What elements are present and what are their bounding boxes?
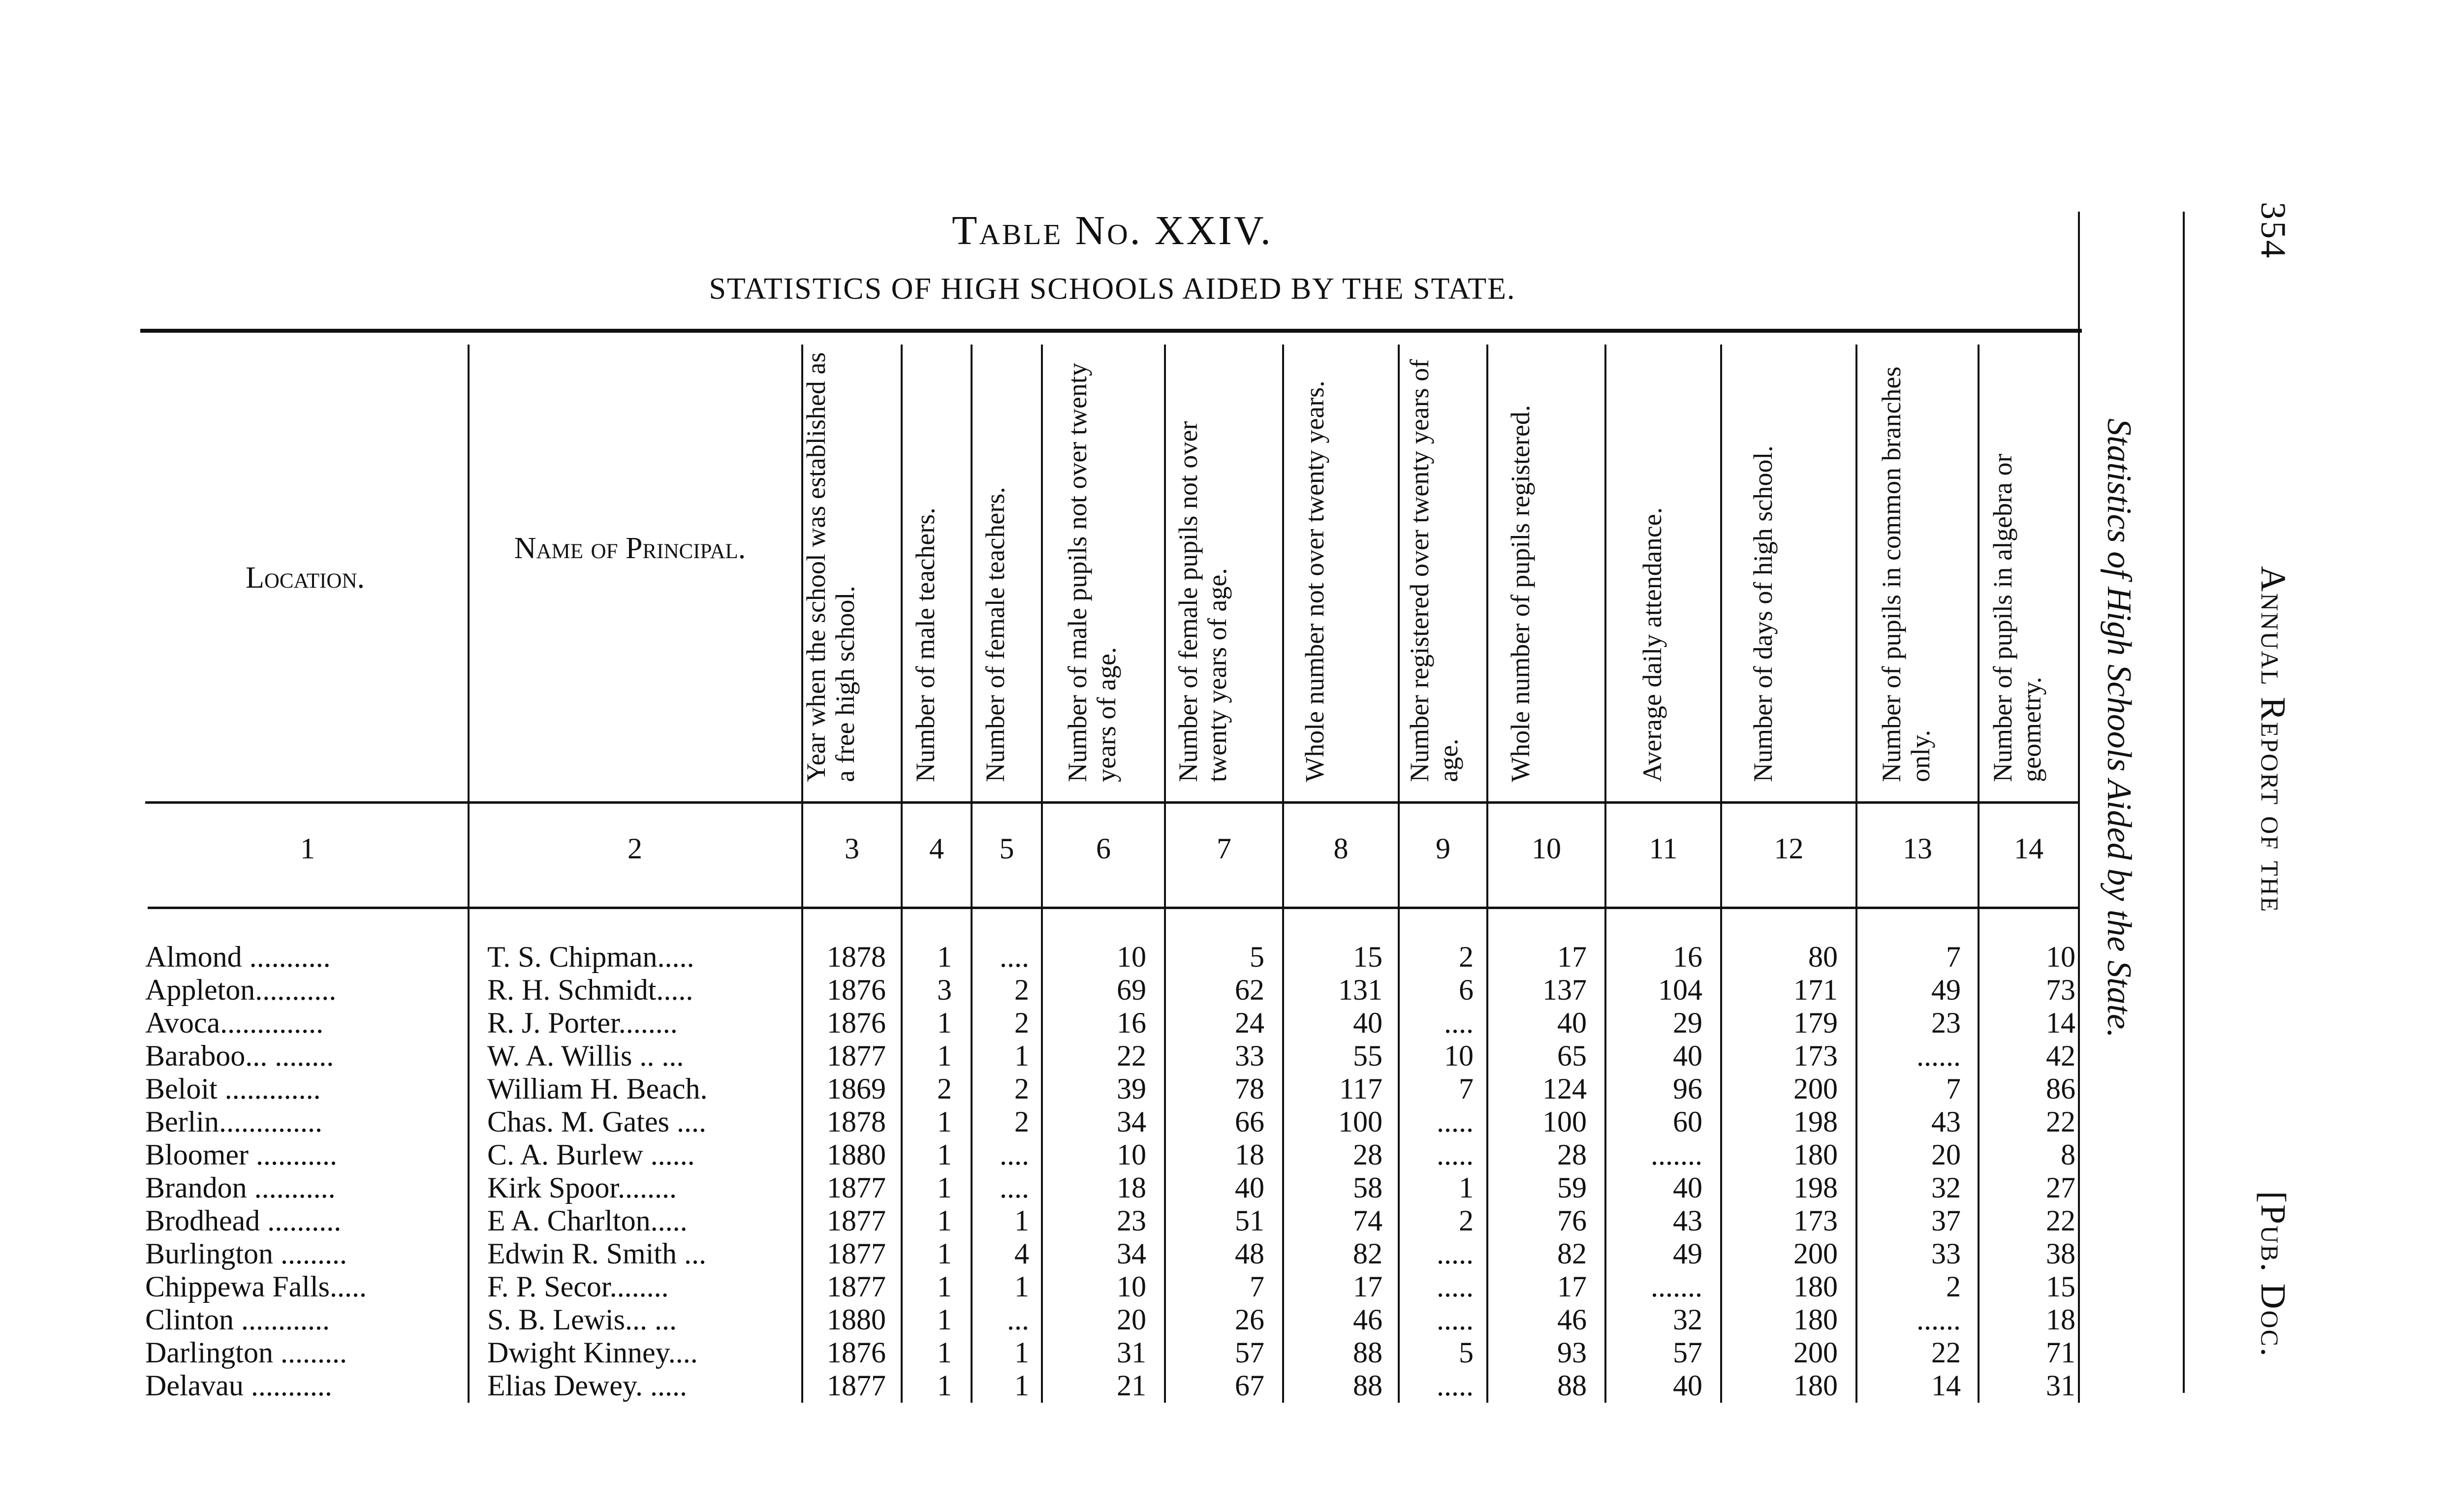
algebra-cell: 10 <box>2046 941 2075 973</box>
common-branches-cell: 2 <box>1946 1270 1961 1303</box>
days-cell: 179 <box>1793 1007 1838 1039</box>
female-pupils-cell: 33 <box>1235 1040 1264 1072</box>
principal-cell: Elias Dewey. ..... <box>487 1369 687 1402</box>
location-cell: Berlin.............. <box>145 1105 322 1138</box>
whole-registered-cell: 82 <box>1557 1237 1587 1270</box>
running-head-right: [Pub. Doc. <box>2254 1191 2293 1358</box>
common-branches-cell: 33 <box>1931 1237 1961 1270</box>
male-pupils-cell: 10 <box>1117 941 1146 973</box>
whole-registered-cell: 88 <box>1557 1369 1587 1402</box>
algebra-cell: 86 <box>2046 1072 2075 1105</box>
common-branches-cell: 22 <box>1931 1336 1961 1369</box>
whole-under-twenty-cell: 58 <box>1353 1171 1383 1204</box>
female-pupils-cell: 57 <box>1235 1336 1264 1369</box>
header-whole-registered: Whole number of pupils registered. <box>1506 405 1535 782</box>
male-pupils-cell: 23 <box>1117 1204 1146 1237</box>
over-twenty-cell: 2 <box>1459 1204 1474 1237</box>
column-number: 6 <box>1096 832 1111 865</box>
days-cell: 180 <box>1793 1303 1838 1336</box>
whole-registered-cell: 46 <box>1557 1303 1587 1336</box>
colnum-bottom-rule <box>148 907 2079 909</box>
column-number: 9 <box>1436 832 1450 865</box>
algebra-cell: 73 <box>2046 974 2075 1006</box>
over-twenty-cell: ..... <box>1437 1270 1474 1303</box>
location-cell: Brandon ........... <box>145 1171 336 1204</box>
table-subtitle: STATISTICS OF HIGH SCHOOLS AIDED BY THE STATE. <box>709 272 1516 306</box>
common-branches-cell: 43 <box>1931 1105 1961 1138</box>
common-branches-cell: 32 <box>1931 1171 1961 1204</box>
whole-registered-cell: 76 <box>1557 1204 1587 1237</box>
female-pupils-cell: 62 <box>1235 974 1264 1006</box>
header-whole-under-twenty: Whole number not over twenty years. <box>1300 380 1329 782</box>
table-row <box>0 1072 2116 1105</box>
common-branches-cell: 49 <box>1931 974 1961 1006</box>
principal-cell: W. A. Willis .. ... <box>487 1040 684 1072</box>
attendance-cell: 60 <box>1673 1105 1702 1138</box>
days-cell: 180 <box>1793 1369 1838 1402</box>
margin-rule <box>2183 212 2185 1393</box>
attendance-cell: 40 <box>1673 1369 1702 1402</box>
location-cell: Appleton........... <box>145 974 337 1006</box>
over-twenty-cell: .... <box>1444 1007 1474 1039</box>
attendance-cell: 40 <box>1673 1040 1702 1072</box>
female-teachers-cell: .... <box>1000 1171 1029 1204</box>
male-pupils-cell: 10 <box>1117 1270 1146 1303</box>
male-teachers-cell: 1 <box>937 1336 952 1369</box>
year-cell: 1880 <box>827 1138 886 1171</box>
whole-under-twenty-cell: 117 <box>1339 1072 1383 1105</box>
table-title: Table No. XXIV. <box>952 208 1273 253</box>
attendance-cell: 49 <box>1673 1237 1702 1270</box>
over-twenty-cell: 5 <box>1459 1336 1474 1369</box>
over-twenty-cell: 6 <box>1459 974 1474 1006</box>
female-pupils-cell: 24 <box>1235 1007 1264 1039</box>
female-teachers-cell: 1 <box>1014 1336 1029 1369</box>
principal-cell: F. P. Secor........ <box>487 1270 669 1303</box>
female-pupils-cell: 18 <box>1235 1138 1264 1171</box>
whole-under-twenty-cell: 131 <box>1338 974 1383 1006</box>
location-cell: Baraboo... ........ <box>145 1040 334 1072</box>
attendance-cell: 96 <box>1673 1072 1702 1105</box>
over-twenty-cell: ..... <box>1437 1237 1474 1270</box>
whole-under-twenty-cell: 17 <box>1353 1270 1383 1303</box>
table-row <box>0 1006 2116 1039</box>
year-cell: 1877 <box>827 1040 886 1072</box>
attendance-cell: ....... <box>1651 1270 1702 1303</box>
principal-cell: E A. Charlton..... <box>487 1204 688 1237</box>
side-title: Statistics of High Schools Aided by the State. <box>2100 418 2138 1038</box>
table-row <box>0 1039 2116 1072</box>
table-row <box>0 1336 2116 1369</box>
principal-cell: Dwight Kinney.... <box>487 1336 698 1369</box>
days-cell: 173 <box>1793 1040 1838 1072</box>
female-teachers-cell: 2 <box>1014 974 1029 1006</box>
whole-under-twenty-cell: 46 <box>1353 1303 1383 1336</box>
common-branches-cell: 23 <box>1931 1007 1961 1039</box>
female-teachers-cell: 1 <box>1014 1040 1029 1072</box>
algebra-cell: 42 <box>2046 1040 2075 1072</box>
male-pupils-cell: 16 <box>1117 1007 1146 1039</box>
page-number: 354 <box>2254 202 2293 259</box>
days-cell: 198 <box>1793 1105 1838 1138</box>
header-female-pupils: Number of female pupils not over twenty years of age. <box>1173 421 1232 782</box>
header-days-of-school: Number of days of high school. <box>1748 445 1778 782</box>
female-teachers-cell: 1 <box>1014 1204 1029 1237</box>
attendance-cell: 104 <box>1658 974 1702 1006</box>
year-cell: 1877 <box>827 1204 886 1237</box>
column-number: 7 <box>1217 832 1231 865</box>
female-teachers-cell: .... <box>1000 1138 1029 1171</box>
common-branches-cell: 37 <box>1931 1204 1961 1237</box>
header-average-attendance: Average daily attendance. <box>1637 507 1667 782</box>
location-cell: Avoca.............. <box>145 1007 324 1039</box>
male-teachers-cell: 1 <box>937 1204 952 1237</box>
female-pupils-cell: 7 <box>1250 1270 1264 1303</box>
attendance-cell: 43 <box>1673 1204 1702 1237</box>
algebra-cell: 38 <box>2046 1237 2075 1270</box>
male-teachers-cell: 1 <box>937 1270 952 1303</box>
algebra-cell: 27 <box>2046 1171 2075 1204</box>
male-pupils-cell: 31 <box>1117 1336 1146 1369</box>
year-cell: 1877 <box>827 1369 886 1402</box>
male-pupils-cell: 34 <box>1117 1105 1146 1138</box>
attendance-cell: 32 <box>1673 1303 1702 1336</box>
location-cell: Beloit ............. <box>145 1072 321 1105</box>
common-branches-cell: 14 <box>1931 1369 1961 1402</box>
year-cell: 1876 <box>827 974 886 1006</box>
attendance-cell: 16 <box>1673 941 1702 973</box>
attendance-cell: ....... <box>1651 1138 1702 1171</box>
common-branches-cell: 20 <box>1931 1138 1961 1171</box>
column-number: 12 <box>1774 832 1804 865</box>
year-cell: 1877 <box>827 1237 886 1270</box>
whole-registered-cell: 137 <box>1542 974 1587 1006</box>
male-pupils-cell: 22 <box>1117 1040 1146 1072</box>
table-row <box>0 1105 2116 1138</box>
female-teachers-cell: 2 <box>1014 1007 1029 1039</box>
male-teachers-cell: 1 <box>937 1237 952 1270</box>
female-pupils-cell: 5 <box>1250 941 1264 973</box>
common-branches-cell: ...... <box>1917 1303 1961 1336</box>
whole-registered-cell: 40 <box>1557 1007 1587 1039</box>
male-pupils-cell: 10 <box>1117 1138 1146 1171</box>
female-pupils-cell: 40 <box>1235 1171 1264 1204</box>
column-number: 2 <box>628 832 642 865</box>
male-teachers-cell: 1 <box>937 1007 952 1039</box>
column-number: 8 <box>1333 832 1349 865</box>
principal-cell: S. B. Lewis... ... <box>487 1303 677 1336</box>
common-branches-cell: 7 <box>1946 941 1961 973</box>
days-cell: 180 <box>1793 1138 1838 1171</box>
header-year-established: Year when the school was established as a free high school. <box>801 352 860 782</box>
male-teachers-cell: 1 <box>937 1040 952 1072</box>
location-cell: Burlington ......... <box>145 1237 347 1270</box>
over-twenty-cell: ..... <box>1437 1369 1474 1402</box>
whole-under-twenty-cell: 88 <box>1353 1369 1383 1402</box>
over-twenty-cell: ..... <box>1437 1303 1474 1336</box>
principal-cell: Chas. M. Gates .... <box>487 1105 706 1138</box>
column-number: 4 <box>929 832 944 865</box>
male-pupils-cell: 20 <box>1117 1303 1146 1336</box>
days-cell: 173 <box>1793 1204 1838 1237</box>
algebra-cell: 31 <box>2046 1369 2075 1402</box>
over-twenty-cell: 1 <box>1459 1171 1474 1204</box>
attendance-cell: 57 <box>1673 1336 1702 1369</box>
header-male-pupils: Number of male pupils not over twenty years of age. <box>1063 363 1122 782</box>
principal-cell: R. J. Porter........ <box>487 1007 678 1039</box>
location-cell: Bloomer ........... <box>145 1138 337 1171</box>
female-pupils-cell: 26 <box>1235 1303 1264 1336</box>
days-cell: 200 <box>1793 1072 1838 1105</box>
male-teachers-cell: 1 <box>937 1105 952 1138</box>
female-teachers-cell: 1 <box>1014 1270 1029 1303</box>
header-male-teachers: Number of male teachers. <box>911 507 940 782</box>
location-cell: Delavau ........... <box>145 1369 332 1402</box>
whole-under-twenty-cell: 15 <box>1353 941 1383 973</box>
header-location: Location. <box>245 561 365 595</box>
column-number: 11 <box>1649 832 1678 865</box>
whole-registered-cell: 124 <box>1542 1072 1587 1105</box>
over-twenty-cell: 2 <box>1459 941 1474 973</box>
header-principal: Name of Principal. <box>514 532 746 565</box>
male-pupils-cell: 69 <box>1117 974 1146 1006</box>
header-common-branches: Number of pupils in common branches only. <box>1877 366 1936 782</box>
female-teachers-cell: 4 <box>1014 1237 1029 1270</box>
whole-registered-cell: 100 <box>1542 1105 1587 1138</box>
whole-registered-cell: 28 <box>1557 1138 1587 1171</box>
location-cell: Brodhead .......... <box>145 1204 342 1237</box>
over-twenty-cell: 7 <box>1459 1072 1474 1105</box>
whole-registered-cell: 59 <box>1557 1171 1587 1204</box>
over-twenty-cell: 10 <box>1444 1040 1474 1072</box>
location-cell: Chippewa Falls..... <box>145 1270 367 1303</box>
whole-under-twenty-cell: 74 <box>1353 1204 1383 1237</box>
attendance-cell: 29 <box>1673 1007 1702 1039</box>
location-cell: Almond ........... <box>145 941 331 973</box>
algebra-cell: 22 <box>2046 1105 2075 1138</box>
female-pupils-cell: 51 <box>1235 1204 1264 1237</box>
female-pupils-cell: 78 <box>1235 1072 1264 1105</box>
male-pupils-cell: 39 <box>1117 1072 1146 1105</box>
algebra-cell: 18 <box>2046 1303 2075 1336</box>
header-algebra-geometry: Number of pupils in algebra or geometry. <box>1988 453 2047 782</box>
column-number: 3 <box>845 832 859 865</box>
female-teachers-cell: 2 <box>1014 1105 1029 1138</box>
year-cell: 1877 <box>827 1270 886 1303</box>
algebra-cell: 22 <box>2046 1204 2075 1237</box>
column-number: 5 <box>999 832 1014 865</box>
days-cell: 171 <box>1793 974 1838 1006</box>
year-cell: 1878 <box>827 1105 886 1138</box>
year-cell: 1878 <box>827 941 886 973</box>
female-teachers-cell: 2 <box>1014 1072 1029 1105</box>
table-row <box>0 1138 2116 1171</box>
column-number: 14 <box>2014 832 2043 865</box>
male-teachers-cell: 1 <box>937 941 952 973</box>
year-cell: 1876 <box>827 1336 886 1369</box>
table-row <box>0 940 2116 973</box>
male-teachers-cell: 1 <box>937 1138 952 1171</box>
days-cell: 200 <box>1793 1336 1838 1369</box>
female-teachers-cell: ... <box>1007 1303 1029 1336</box>
table-row <box>0 1270 2116 1303</box>
male-teachers-cell: 1 <box>937 1171 952 1204</box>
male-teachers-cell: 2 <box>937 1072 952 1105</box>
column-number: 13 <box>1903 832 1932 865</box>
days-cell: 200 <box>1793 1237 1838 1270</box>
male-pupils-cell: 21 <box>1117 1369 1146 1402</box>
column-number: 10 <box>1532 832 1561 865</box>
table-row <box>0 973 2116 1006</box>
header-registered-over-twenty: Number registered over twenty years of age. <box>1405 359 1464 782</box>
over-twenty-cell: ..... <box>1437 1105 1474 1138</box>
running-head: Annual Report of the <box>2254 566 2293 914</box>
table-row <box>0 1303 2116 1336</box>
table-top-rule <box>140 329 2082 333</box>
principal-cell: Kirk Spoor........ <box>487 1171 677 1204</box>
whole-under-twenty-cell: 100 <box>1338 1105 1383 1138</box>
header-bottom-rule <box>145 801 2079 804</box>
table-row <box>0 1171 2116 1204</box>
male-teachers-cell: 1 <box>937 1369 952 1402</box>
days-cell: 198 <box>1793 1171 1838 1204</box>
male-teachers-cell: 3 <box>937 974 952 1006</box>
year-cell: 1877 <box>827 1171 886 1204</box>
female-pupils-cell: 66 <box>1235 1105 1264 1138</box>
male-pupils-cell: 18 <box>1117 1171 1146 1204</box>
whole-under-twenty-cell: 82 <box>1353 1237 1383 1270</box>
principal-cell: C. A. Burlew ...... <box>487 1138 695 1171</box>
year-cell: 1869 <box>827 1072 886 1105</box>
table-row <box>0 1237 2116 1270</box>
table-row <box>0 1204 2116 1237</box>
column-number: 1 <box>300 832 315 865</box>
algebra-cell: 14 <box>2046 1007 2075 1039</box>
whole-under-twenty-cell: 40 <box>1353 1007 1383 1039</box>
over-twenty-cell: ..... <box>1437 1138 1474 1171</box>
principal-cell: R. H. Schmidt..... <box>487 974 693 1006</box>
algebra-cell: 15 <box>2046 1270 2075 1303</box>
common-branches-cell: ...... <box>1917 1040 1961 1072</box>
header-female-teachers: Number of female teachers. <box>980 487 1010 782</box>
location-cell: Clinton ............ <box>145 1303 330 1336</box>
algebra-cell: 8 <box>2061 1138 2075 1171</box>
female-pupils-cell: 67 <box>1235 1369 1264 1402</box>
principal-cell: Edwin R. Smith ... <box>487 1237 707 1270</box>
whole-registered-cell: 17 <box>1557 941 1587 973</box>
whole-under-twenty-cell: 88 <box>1353 1336 1383 1369</box>
whole-under-twenty-cell: 28 <box>1353 1138 1383 1171</box>
whole-registered-cell: 93 <box>1557 1336 1587 1369</box>
female-pupils-cell: 48 <box>1235 1237 1264 1270</box>
year-cell: 1880 <box>827 1303 886 1336</box>
days-cell: 180 <box>1793 1270 1838 1303</box>
year-cell: 1876 <box>827 1007 886 1039</box>
whole-registered-cell: 17 <box>1557 1270 1587 1303</box>
attendance-cell: 40 <box>1673 1171 1702 1204</box>
location-cell: Darlington ......... <box>145 1336 347 1369</box>
days-cell: 80 <box>1808 941 1838 973</box>
principal-cell: T. S. Chipman..... <box>487 941 694 973</box>
table-row <box>0 1369 2116 1402</box>
common-branches-cell: 7 <box>1946 1072 1961 1105</box>
male-pupils-cell: 34 <box>1117 1237 1146 1270</box>
female-teachers-cell: 1 <box>1014 1369 1029 1402</box>
algebra-cell: 71 <box>2046 1336 2075 1369</box>
whole-registered-cell: 65 <box>1557 1040 1587 1072</box>
principal-cell: William H. Beach. <box>487 1072 708 1105</box>
male-teachers-cell: 1 <box>937 1303 952 1336</box>
female-teachers-cell: .... <box>1000 941 1029 973</box>
whole-under-twenty-cell: 55 <box>1353 1040 1383 1072</box>
